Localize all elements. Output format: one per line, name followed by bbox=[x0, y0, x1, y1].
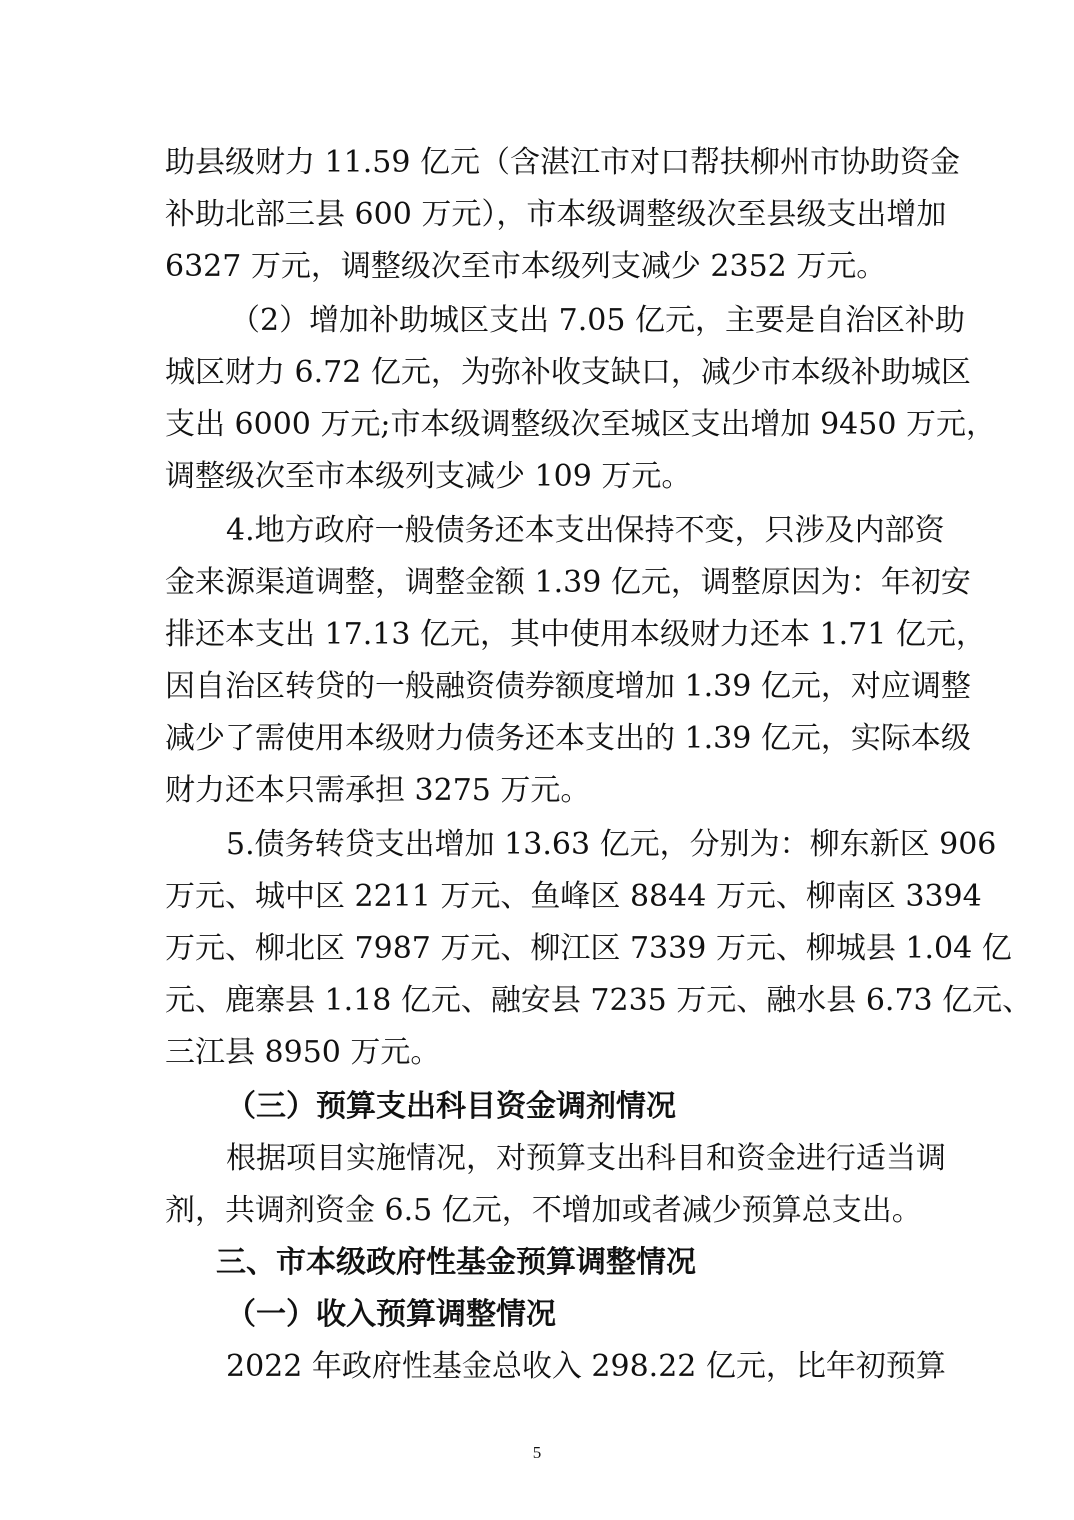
body-line: 三江县 8950 万元。 bbox=[165, 1035, 441, 1070]
body-line: （2）增加补助城区支出 7.05 亿元，主要是自治区补助 bbox=[230, 303, 965, 338]
body-line: 财力还本只需承担 3275 万元。 bbox=[165, 773, 591, 808]
body-line: 根据项目实施情况，对预算支出科目和资金进行适当调 bbox=[226, 1141, 946, 1176]
section-heading: 三、市本级政府性基金预算调整情况 bbox=[216, 1245, 696, 1280]
body-line: 金来源渠道调整，调整金额 1.39 亿元，调整原因为：年初安 bbox=[165, 565, 971, 600]
body-line: 2022 年政府性基金总收入 298.22 亿元，比年初预算 bbox=[226, 1349, 946, 1384]
section-heading: （一）收入预算调整情况 bbox=[226, 1297, 556, 1332]
body-line: 助县级财力 11.59 亿元（含湛江市对口帮扶柳州市协助资金 bbox=[165, 145, 960, 180]
page-number: 5 bbox=[532, 1443, 542, 1462]
body-line: 因自治区转贷的一般融资债券额度增加 1.39 亿元，对应调整 bbox=[165, 669, 971, 704]
body-line: 5.债务转贷支出增加 13.63 亿元，分别为：柳东新区 906 bbox=[226, 827, 997, 862]
body-line: 4.地方政府一般债务还本支出保持不变，只涉及内部资 bbox=[226, 513, 945, 548]
body-line: 调整级次至市本级列支减少 109 万元。 bbox=[165, 459, 692, 494]
body-line: 剂，共调剂资金 6.5 亿元，不增加或者减少预算总支出。 bbox=[165, 1193, 922, 1228]
body-line: 排还本支出 17.13 亿元，其中使用本级财力还本 1.71 亿元， bbox=[165, 617, 986, 652]
body-line: 元、鹿寨县 1.18 亿元、融安县 7235 万元、融水县 6.73 亿元、 bbox=[165, 983, 1033, 1018]
body-line: 减少了需使用本级财力债务还本支出的 1.39 亿元，实际本级 bbox=[165, 721, 971, 756]
section-heading: （三）预算支出科目资金调剂情况 bbox=[226, 1089, 676, 1124]
body-line: 补助北部三县 600 万元），市本级调整级次至县级支出增加 bbox=[165, 197, 947, 232]
body-line: 支出 6000 万元;市本级调整级次至城区支出增加 9450 万元， bbox=[165, 407, 996, 442]
body-line: 万元、柳北区 7987 万元、柳江区 7339 万元、柳城县 1.04 亿 bbox=[165, 931, 1012, 966]
body-line: 6327 万元，调整级次至市本级列支减少 2352 万元。 bbox=[165, 249, 887, 284]
body-line: 城区财力 6.72 亿元，为弥补收支缺口，减少市本级补助城区 bbox=[165, 355, 971, 390]
body-line: 万元、城中区 2211 万元、鱼峰区 8844 万元、柳南区 3394 bbox=[165, 879, 982, 914]
